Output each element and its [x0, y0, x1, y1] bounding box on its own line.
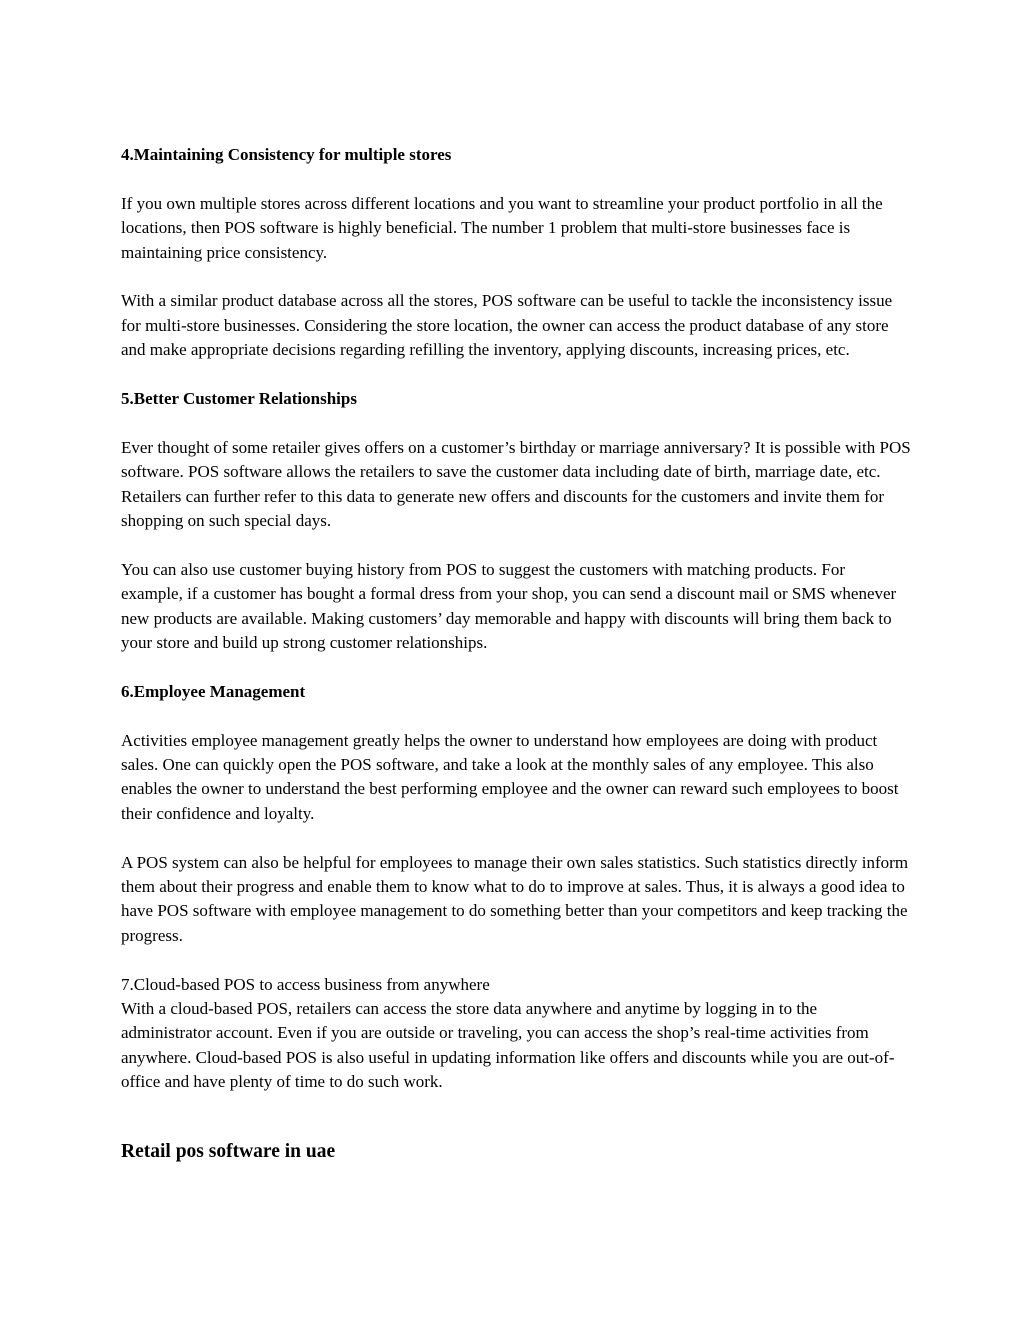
section-7-paragraph-1: With a cloud-based POS, retailers can access the store data anywhere and anytime by logging in to the administrator account. Even if you are outside or traveling, you can access the shop’s real-time activities from anywhere. Cloud-based POS is also useful in updating information like offers and discounts while you are out-of-office and have plenty of time to do such work. [121, 999, 895, 1092]
spacer [121, 704, 911, 728]
spacer [121, 363, 911, 387]
section-6-paragraph-1: Activities employee management greatly helps the owner to understand how employees are doing with product sales. One can quickly open the POS software, and take a look at the monthly sales of any employee. This also enables the owner to understand the best performing employee and the owner can reward such employees to boost their confidence and loyalty. [121, 730, 899, 823]
document-page [121, 143, 911, 1165]
retail-pos-heading: Retail pos software in uae [121, 1140, 336, 1162]
section-6-heading: 6.Employee Management [121, 681, 306, 701]
section-4-heading: 4.Maintaining Consistency for multiple stores [121, 145, 452, 164]
spacer [121, 533, 911, 557]
section-4-paragraph-2: With a similar product database across all the stores, POS software can be useful to tackle the inconsistency issue for multi-store businesses. Considering the store location, the owner can access the product database of any store and make appropriate decisions regarding refilling the inventory, applying discounts, increasing prices, etc. [121, 291, 893, 360]
section-7-heading: 7.Cloud-based POS to access business from anywhere [121, 974, 490, 994]
spacer [121, 826, 911, 850]
spacer [121, 265, 911, 289]
spacer [121, 948, 911, 972]
section-5-heading: 5.Better Customer Relationships [121, 389, 357, 409]
section-6-paragraph-2: A POS system can also be helpful for employees to manage their own sales statistics. Such statistics directly inform them about their progress and enable them to know what to do to improve at sales. Thus, it is always a good idea to have POS software with employee management to do something better than your competitors and keep tracking the progress. [121, 852, 909, 945]
section-5-paragraph-1: Ever thought of some retailer gives offers on a customer’s birthday or marriage anniversary? It is possible with POS software. POS software allows the retailers to save the customer data including date of birth, marriage date, etc. Retailers can further refer to this data to generate new offers and discounts for the customers and invite them for shopping on such special days. [121, 437, 911, 531]
section-4-paragraph-1: If you own multiple stores across different locations and you want to streamline your product portfolio in all the locations, then POS software is highly beneficial. The number 1 problem that multi-store businesses face is maintaining price consistency. [121, 193, 883, 262]
section-5-paragraph-2: You can also use customer buying history from POS to suggest the customers with matching products. For example, if a customer has bought a formal dress from your shop, you can send a discount mail or SMS whenever new products are available. Making customers’ day memorable and happy with discounts will bring them back to your store and build up strong customer relationships. [121, 559, 897, 653]
spacer [121, 167, 911, 191]
spacer [121, 655, 911, 679]
spacer [121, 411, 911, 435]
